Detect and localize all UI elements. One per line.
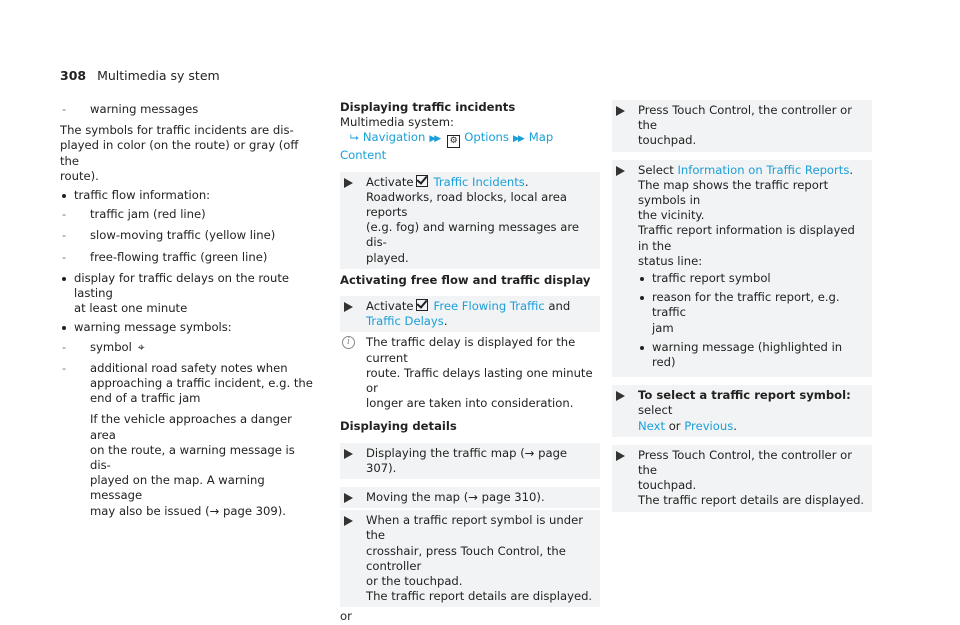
- list-item: warning message (highlighted in red): [638, 340, 868, 370]
- step-arrow-icon: [344, 449, 353, 459]
- checkbox-icon: [416, 299, 428, 311]
- info-icon: i: [342, 336, 355, 349]
- step-arrow-icon: [344, 178, 353, 188]
- page-number: 308: [60, 68, 87, 83]
- step-arrow-icon: [344, 493, 353, 503]
- navigation-path: ⮡ Navigation ▶▶ ⚙ Options ▶▶ Map Content: [340, 130, 554, 163]
- step: Press Touch Control, the controller or the touchpad. The traffic report details are displayed.: [612, 445, 872, 512]
- multimedia-label: Multimedia system:: [340, 115, 454, 130]
- step-arrow-icon: [616, 391, 625, 401]
- list-item: display for traffic delays on the route lasting at least one minute: [60, 271, 315, 317]
- step: When a traffic report symbol is under the crosshair, press Touch Control, the controller or the touchpad. The traffic report details are displayed.: [340, 510, 600, 607]
- list-item: traffic report symbol: [638, 271, 868, 286]
- section-heading: Displaying traffic incidents: [340, 100, 516, 114]
- section-heading: Activating free flow and traffic display: [340, 272, 591, 287]
- or-text: or: [340, 609, 352, 624]
- step: Displaying the traffic map (→ page 307).: [340, 443, 600, 479]
- list-item: - free-flowing traffic (green line): [60, 250, 315, 265]
- approach-text: If the vehicle approaches a danger area on the route, a warning message is dis- played on the map. A warning message may also be issued (→ page 309).: [90, 412, 295, 518]
- options-icon: ⚙: [447, 135, 460, 148]
- column-middle: [340, 100, 600, 625]
- column-right: [612, 100, 872, 514]
- step: Press Touch Control, the controller or the touchpad.: [612, 100, 872, 152]
- nav-arrow-icon: ⮡: [350, 131, 359, 145]
- symbols-text: The symbols for traffic incidents are dis- played in color (on the route) or gray (off the route).: [60, 123, 299, 183]
- step-arrow-icon: [616, 451, 625, 461]
- step-arrow-icon: [344, 302, 353, 312]
- step-arrow-icon: [344, 516, 353, 526]
- list-item: - warning messages: [60, 102, 315, 117]
- list-item: - traffic jam (red line): [60, 207, 315, 222]
- page-title: Multimedia sy stem: [97, 68, 220, 83]
- step: Activate Free Flowing Traffic and Traffic Delays.: [340, 296, 600, 332]
- list-item: warning message symbols:: [60, 320, 315, 335]
- step: Moving the map (→ page 310).: [340, 487, 600, 508]
- column-left: [60, 100, 315, 519]
- step: Activate Traffic Incidents. Roadworks, road blocks, local area reports (e.g. fog) and warning messages are dis- played.: [340, 172, 600, 269]
- list-item: - additional road safety notes when approaching a traffic incident, e.g. the end of a traffic jam: [60, 361, 315, 407]
- list-item: - symbol ⌖: [60, 340, 315, 355]
- step: Select Information on Traffic Reports. The map shows the traffic report symbols in the vicinity. Traffic report information is displayed in the status line: traffic report symbol reason for the traffic report, e.g. traffic jam warning message (highlighted in red): [612, 160, 872, 378]
- step: To select a traffic report symbol: select Next or Previous.: [612, 385, 872, 437]
- step-arrow-icon: [616, 106, 625, 116]
- checkbox-icon: [416, 175, 428, 187]
- list-item: traffic flow information:: [60, 188, 315, 203]
- step-arrow-icon: [616, 166, 625, 176]
- danger-symbol-icon: ⌖: [137, 339, 145, 354]
- list-item: - slow-moving traffic (yellow line): [60, 228, 315, 243]
- double-chevron-icon: ▶▶: [429, 134, 440, 145]
- double-chevron-icon: ▶▶: [512, 134, 523, 145]
- list-item: reason for the traffic report, e.g. traffic jam: [638, 290, 868, 336]
- info-note: i The traffic delay is displayed for the current route. Traffic delays lasting one minute or longer are taken into consideration.: [340, 335, 600, 411]
- section-heading: Displaying details: [340, 419, 457, 434]
- page-header: [60, 68, 220, 83]
